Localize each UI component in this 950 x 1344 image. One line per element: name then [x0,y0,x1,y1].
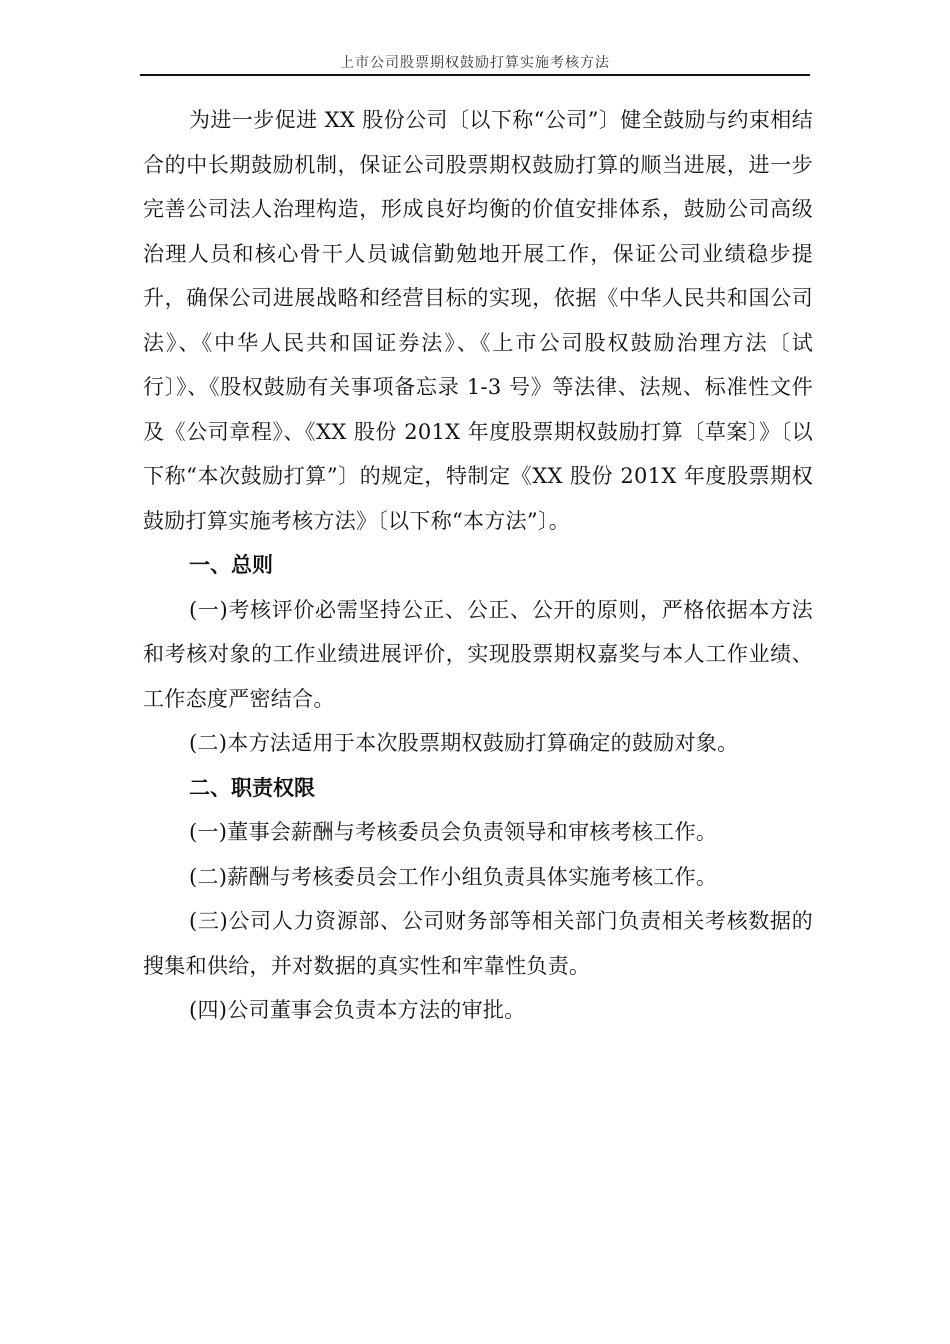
responsibility-item-1: (一)董事会薪酬与考核委员会负责领导和审核考核工作。 [189,820,718,844]
general-item-1: (一)考核评价必需坚持公正、公正、公开的原则，严格依据本方法和考核对象的工作业绩进展评价，实现股票期权嘉奖与本人工作业绩、工作态度严密结合。 [143,597,813,711]
responsibility-item-2: (二)薪酬与考核委员会工作小组负责具体实施考核工作。 [189,864,718,889]
document-body [143,98,813,1033]
header-rule [140,74,810,76]
section-heading-responsibilities: 二、职责权限 [189,774,315,800]
responsibility-item-3: (三)公司人力资源部、公司财务部等相关部门负责相关考核数据的搜集和供给，并对数据的真实性和牢靠性负责。 [143,909,813,978]
responsibility-item-4: (四)公司董事会负责本方法的审批。 [189,998,526,1022]
running-header: 上市公司股票期权鼓励打算实施考核方法 [340,55,610,71]
intro-paragraph: 为进一步促进 XX 股份公司〔以下称“公司”〕健全鼓励与约束相结合的中长期鼓励机制，保证公司股票期权鼓励打算的顺当进展，进一步完善公司法人治理构造，形成良好均衡的价值安排体系，鼓励公司高级治理人员和核心骨干人员诚信勤勉地开展工作，保证公司业绩稳步提升，确保公司进展战略和经营目标的实现，依据《中华人民共和国公司法》、《中华人民共和国证券法》、《上市公司股权鼓励治理方法〔试行〕》、《股权鼓励有关事项备忘录 1-3 号》等法律、法规、标准性文件及《公司章程》、《XX 股份 201X 年度股票期权鼓励打算〔草案〕》〔以下称“本次鼓励打算”〕的规定，特制定《XX 股份 201X 年度股票期权鼓励打算实施考核方法》〔以下称“本方法”〕。 [143,108,813,533]
section-heading-general: 一、总则 [189,552,273,577]
general-item-2: (二)本方法适用于本次股票期权鼓励打算确定的鼓励对象。 [189,731,739,755]
